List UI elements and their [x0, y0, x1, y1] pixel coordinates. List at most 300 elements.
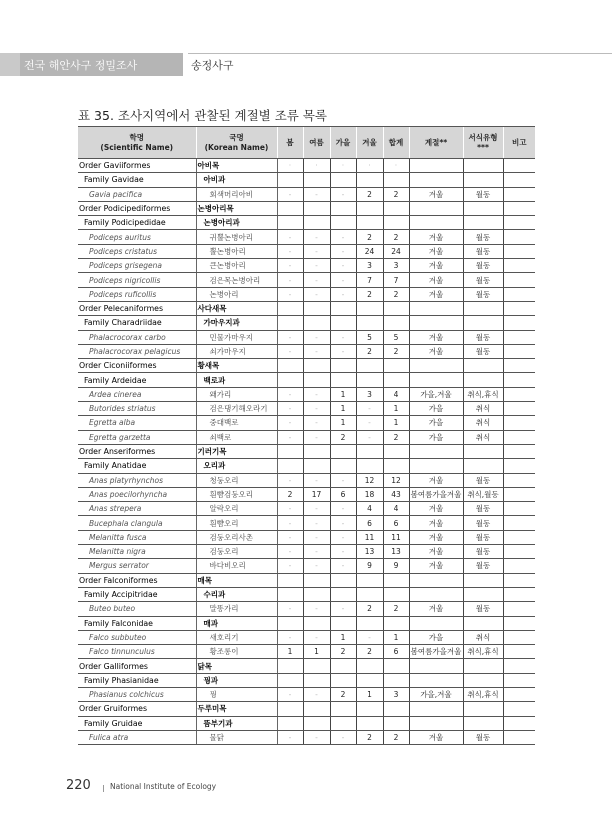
winter-cell	[356, 301, 383, 315]
korean-name-cell: 흰뺨오리	[196, 516, 277, 530]
autumn-cell	[330, 173, 356, 187]
species-row	[78, 330, 535, 344]
korean-name-cell: 매목	[196, 573, 277, 587]
scientific-name-cell: Family Falconidae	[78, 616, 196, 630]
habitat-cell	[463, 159, 503, 173]
summer-cell: -	[303, 630, 330, 644]
species-row	[78, 259, 535, 273]
note-cell	[503, 430, 535, 444]
habitat-cell: 취식,휴식	[463, 687, 503, 701]
season-cell: 가을	[409, 430, 463, 444]
winter-cell: 18	[356, 487, 383, 501]
spring-cell: -	[277, 559, 303, 573]
scientific-name-cell: Order Ciconiiformes	[78, 359, 196, 373]
summer-cell	[303, 659, 330, 673]
korean-name-cell: 뜸부기과	[196, 716, 277, 730]
scientific-name-cell: Anas platyrhynchos	[78, 473, 196, 487]
habitat-cell: 월동	[463, 244, 503, 258]
korean-name-cell: 쇠가마우지	[196, 344, 277, 358]
habitat-cell	[463, 673, 503, 687]
autumn-cell: -	[330, 473, 356, 487]
species-row	[78, 559, 535, 573]
korean-name-cell: 황조롱이	[196, 645, 277, 659]
winter-cell: 2	[356, 344, 383, 358]
season-cell: 겨울	[409, 330, 463, 344]
korean-name-cell: 뿔논병아리	[196, 244, 277, 258]
scientific-name-cell: Family Podicipedidae	[78, 216, 196, 230]
spring-cell: -	[277, 530, 303, 544]
scientific-name-cell: Melanitta fusca	[78, 530, 196, 544]
habitat-cell	[463, 373, 503, 387]
scientific-name-cell: Fulica atra	[78, 730, 196, 744]
spring-cell: -	[277, 416, 303, 430]
habitat-cell: 월동	[463, 344, 503, 358]
autumn-cell: -	[330, 287, 356, 301]
season-cell	[409, 373, 463, 387]
note-cell	[503, 173, 535, 187]
spring-cell: -	[277, 187, 303, 201]
summer-cell	[303, 673, 330, 687]
spring-cell: -	[277, 502, 303, 516]
family-row	[78, 373, 535, 387]
autumn-cell	[330, 316, 356, 330]
winter-cell: 9	[356, 559, 383, 573]
autumn-cell: -	[330, 259, 356, 273]
species-row	[78, 344, 535, 358]
autumn-cell: -	[330, 730, 356, 744]
korean-name-cell: 사다새목	[196, 301, 277, 315]
total-cell: ·	[383, 159, 409, 173]
scientific-name-cell: Family Gruidae	[78, 716, 196, 730]
total-cell	[383, 216, 409, 230]
note-cell	[503, 287, 535, 301]
spring-cell	[277, 459, 303, 473]
summer-cell: 1	[303, 645, 330, 659]
scientific-name-cell: Family Charadriidae	[78, 316, 196, 330]
scientific-name-cell: Podiceps cristatus	[78, 244, 196, 258]
summer-cell	[303, 373, 330, 387]
autumn-cell: -	[330, 559, 356, 573]
korean-name-cell: 두루미목	[196, 702, 277, 716]
winter-cell: 2	[356, 602, 383, 616]
header-spring: 봄	[277, 127, 303, 159]
family-row	[78, 616, 535, 630]
habitat-cell	[463, 301, 503, 315]
winter-cell	[356, 716, 383, 730]
spring-cell: -	[277, 273, 303, 287]
summer-cell	[303, 359, 330, 373]
korean-name-cell: 수리과	[196, 587, 277, 601]
total-cell: 6	[383, 645, 409, 659]
note-cell	[503, 630, 535, 644]
winter-cell: 2	[356, 230, 383, 244]
habitat-cell: 취식	[463, 430, 503, 444]
winter-cell	[356, 316, 383, 330]
summer-cell: -	[303, 244, 330, 258]
habitat-cell: 월동	[463, 187, 503, 201]
header-habitat: 서식유형***	[463, 127, 503, 159]
total-cell: 2	[383, 430, 409, 444]
korean-name-cell: 큰논병아리	[196, 259, 277, 273]
season-cell	[409, 616, 463, 630]
season-cell	[409, 359, 463, 373]
autumn-cell	[330, 444, 356, 458]
note-cell	[503, 473, 535, 487]
scientific-name-cell: Anas poecilorhyncha	[78, 487, 196, 501]
total-cell: 3	[383, 687, 409, 701]
scientific-name-cell: Order Anseriformes	[78, 444, 196, 458]
autumn-cell: -	[330, 545, 356, 559]
spring-cell	[277, 573, 303, 587]
season-cell: 가을	[409, 416, 463, 430]
species-row	[78, 530, 535, 544]
family-row	[78, 587, 535, 601]
korean-name-cell: 아비목	[196, 159, 277, 173]
family-row	[78, 673, 535, 687]
spring-cell	[277, 616, 303, 630]
species-row	[78, 545, 535, 559]
habitat-cell: 취식,휴식	[463, 645, 503, 659]
winter-cell: 12	[356, 473, 383, 487]
summer-cell: ·	[303, 159, 330, 173]
table-body	[78, 159, 535, 745]
season-cell: 겨울	[409, 244, 463, 258]
korean-name-cell: 흰뺨검둥오리	[196, 487, 277, 501]
winter-cell	[356, 216, 383, 230]
species-row	[78, 416, 535, 430]
total-cell: 2	[383, 187, 409, 201]
scientific-name-cell: Podiceps nigricollis	[78, 273, 196, 287]
note-cell	[503, 444, 535, 458]
winter-cell: -	[356, 430, 383, 444]
total-cell	[383, 673, 409, 687]
season-cell	[409, 159, 463, 173]
season-cell	[409, 173, 463, 187]
summer-cell	[303, 316, 330, 330]
total-cell	[383, 716, 409, 730]
spring-cell: -	[277, 402, 303, 416]
page-number: 220	[66, 778, 91, 793]
species-row	[78, 487, 535, 501]
header-label: (Korean Name)	[204, 142, 269, 152]
autumn-cell: 1	[330, 402, 356, 416]
summer-cell: -	[303, 559, 330, 573]
korean-name-cell: 바다비오리	[196, 559, 277, 573]
note-cell	[503, 730, 535, 744]
season-cell	[409, 659, 463, 673]
spring-cell: -	[277, 602, 303, 616]
habitat-cell	[463, 459, 503, 473]
spring-cell	[277, 716, 303, 730]
header-autumn: 가을	[330, 127, 356, 159]
habitat-cell: 월동	[463, 259, 503, 273]
spring-cell	[277, 216, 303, 230]
autumn-cell	[330, 616, 356, 630]
habitat-cell: 취식,휴식	[463, 387, 503, 401]
spring-cell: -	[277, 230, 303, 244]
autumn-cell	[330, 301, 356, 315]
korean-name-cell: 논병아리	[196, 287, 277, 301]
scientific-name-cell: Family Accipitridae	[78, 587, 196, 601]
summer-cell: -	[303, 344, 330, 358]
spring-cell: -	[277, 545, 303, 559]
habitat-cell: 월동	[463, 602, 503, 616]
spring-cell: ·	[277, 159, 303, 173]
total-cell: 13	[383, 545, 409, 559]
korean-name-cell: 꿩과	[196, 673, 277, 687]
spring-cell	[277, 359, 303, 373]
spring-cell	[277, 316, 303, 330]
total-cell: 9	[383, 559, 409, 573]
winter-cell	[356, 573, 383, 587]
season-cell: 겨울	[409, 559, 463, 573]
habitat-cell: 취식	[463, 630, 503, 644]
spring-cell: -	[277, 730, 303, 744]
total-cell: 2	[383, 230, 409, 244]
season-cell: 봄여름가을겨울	[409, 645, 463, 659]
season-cell: 가을,겨울	[409, 687, 463, 701]
season-cell: 겨울	[409, 230, 463, 244]
scientific-name-cell: Falco subbuteo	[78, 630, 196, 644]
scientific-name-cell: Order Falconiformes	[78, 573, 196, 587]
korean-name-cell: 검은댕기해오라기	[196, 402, 277, 416]
species-row	[78, 502, 535, 516]
species-row	[78, 473, 535, 487]
total-cell: 12	[383, 473, 409, 487]
winter-cell: -	[356, 402, 383, 416]
species-row	[78, 430, 535, 444]
korean-name-cell: 말똥가리	[196, 602, 277, 616]
spring-cell	[277, 587, 303, 601]
note-cell	[503, 487, 535, 501]
habitat-cell: 월동	[463, 530, 503, 544]
note-cell	[503, 573, 535, 587]
autumn-cell: 1	[330, 387, 356, 401]
habitat-cell: 월동	[463, 330, 503, 344]
spring-cell: -	[277, 287, 303, 301]
scientific-name-cell: Family Phasianidae	[78, 673, 196, 687]
total-cell: 43	[383, 487, 409, 501]
season-cell	[409, 301, 463, 315]
autumn-cell: -	[330, 230, 356, 244]
scientific-name-cell: Anas strepera	[78, 502, 196, 516]
spring-cell	[277, 673, 303, 687]
spring-cell: 1	[277, 645, 303, 659]
autumn-cell: ·	[330, 159, 356, 173]
species-row	[78, 230, 535, 244]
summer-cell: -	[303, 387, 330, 401]
scientific-name-cell: Family Gavidae	[78, 173, 196, 187]
habitat-cell	[463, 587, 503, 601]
spring-cell: -	[277, 344, 303, 358]
scientific-name-cell: Buteo buteo	[78, 602, 196, 616]
winter-cell	[356, 359, 383, 373]
note-cell	[503, 244, 535, 258]
header-rule	[188, 53, 612, 54]
spring-cell: -	[277, 259, 303, 273]
habitat-cell: 월동	[463, 230, 503, 244]
korean-name-cell: 기러기목	[196, 444, 277, 458]
summer-cell: -	[303, 287, 330, 301]
season-cell: 겨울	[409, 273, 463, 287]
summer-cell	[303, 573, 330, 587]
total-cell	[383, 616, 409, 630]
season-cell: 겨울	[409, 344, 463, 358]
winter-cell	[356, 616, 383, 630]
total-cell: 2	[383, 602, 409, 616]
note-cell	[503, 545, 535, 559]
korean-name-cell: 귀뿔논병아리	[196, 230, 277, 244]
summer-cell	[303, 201, 330, 215]
season-cell: 봄여름가을겨울	[409, 487, 463, 501]
korean-name-cell: 논병아리목	[196, 201, 277, 215]
spring-cell	[277, 301, 303, 315]
season-cell: 가을,겨울	[409, 387, 463, 401]
spring-cell: -	[277, 430, 303, 444]
season-cell: 가을	[409, 630, 463, 644]
order-row	[78, 159, 535, 173]
total-cell: 4	[383, 387, 409, 401]
winter-cell	[356, 373, 383, 387]
autumn-cell: -	[330, 502, 356, 516]
total-cell: 1	[383, 402, 409, 416]
summer-cell: 17	[303, 487, 330, 501]
summer-cell	[303, 587, 330, 601]
autumn-cell: -	[330, 187, 356, 201]
spring-cell	[277, 659, 303, 673]
autumn-cell	[330, 702, 356, 716]
season-cell	[409, 573, 463, 587]
season-cell: 겨울	[409, 259, 463, 273]
korean-name-cell: 오리과	[196, 459, 277, 473]
korean-name-cell: 회색머리아비	[196, 187, 277, 201]
order-row	[78, 444, 535, 458]
autumn-cell	[330, 216, 356, 230]
habitat-cell	[463, 616, 503, 630]
spring-cell	[277, 702, 303, 716]
scientific-name-cell: Gavia pacifica	[78, 187, 196, 201]
season-cell	[409, 444, 463, 458]
winter-cell: 1	[356, 687, 383, 701]
habitat-cell: 월동	[463, 559, 503, 573]
winter-cell: 11	[356, 530, 383, 544]
total-cell	[383, 573, 409, 587]
header-label: 국명	[229, 132, 244, 142]
autumn-cell: 2	[330, 687, 356, 701]
korean-name-cell: 검둥오리사촌	[196, 530, 277, 544]
footer-separator	[103, 785, 104, 792]
season-cell: 겨울	[409, 187, 463, 201]
winter-cell	[356, 673, 383, 687]
note-cell	[503, 602, 535, 616]
footer-publisher: National Institute of Ecology	[110, 782, 217, 791]
header-korean-name	[196, 127, 277, 159]
scientific-name-cell: Phalacrocorax pelagicus	[78, 344, 196, 358]
total-cell	[383, 459, 409, 473]
table-header-row	[78, 127, 535, 159]
habitat-cell: 월동	[463, 273, 503, 287]
scientific-name-cell: Order Gruiformes	[78, 702, 196, 716]
note-cell	[503, 587, 535, 601]
spring-cell: -	[277, 630, 303, 644]
note-cell	[503, 216, 535, 230]
korean-name-cell: 가마우지과	[196, 316, 277, 330]
note-cell	[503, 716, 535, 730]
spring-cell: -	[277, 330, 303, 344]
scientific-name-cell: Order Galliformes	[78, 659, 196, 673]
summer-cell: -	[303, 730, 330, 744]
species-row	[78, 516, 535, 530]
bird-species-table	[78, 126, 535, 745]
season-cell	[409, 716, 463, 730]
total-cell: 5	[383, 330, 409, 344]
summer-cell: -	[303, 416, 330, 430]
summer-cell: -	[303, 430, 330, 444]
note-cell	[503, 645, 535, 659]
family-row	[78, 216, 535, 230]
scientific-name-cell: Bucephala clangula	[78, 516, 196, 530]
scientific-name-cell: Egretta garzetta	[78, 430, 196, 444]
korean-name-cell: 알락오리	[196, 502, 277, 516]
korean-name-cell: 매과	[196, 616, 277, 630]
summer-cell	[303, 173, 330, 187]
habitat-cell	[463, 201, 503, 215]
order-row	[78, 301, 535, 315]
species-row	[78, 402, 535, 416]
habitat-cell	[463, 444, 503, 458]
habitat-cell: 취식,월동	[463, 487, 503, 501]
habitat-cell: 월동	[463, 287, 503, 301]
total-cell: 3	[383, 259, 409, 273]
scientific-name-cell: Ardea cinerea	[78, 387, 196, 401]
autumn-cell: 1	[330, 630, 356, 644]
note-cell	[503, 687, 535, 701]
total-cell	[383, 444, 409, 458]
scientific-name-cell: Egretta alba	[78, 416, 196, 430]
order-row	[78, 359, 535, 373]
winter-cell: -	[356, 416, 383, 430]
order-row	[78, 201, 535, 215]
header-note: 비고	[503, 127, 535, 159]
spring-cell: -	[277, 687, 303, 701]
habitat-cell: 월동	[463, 516, 503, 530]
header-scientific-name	[78, 127, 196, 159]
season-cell	[409, 673, 463, 687]
habitat-cell	[463, 359, 503, 373]
note-cell	[503, 316, 535, 330]
note-cell	[503, 259, 535, 273]
spring-cell	[277, 201, 303, 215]
header-section-title: 전국 해안사구 정밀조사	[24, 59, 138, 72]
total-cell: 7	[383, 273, 409, 287]
autumn-cell	[330, 659, 356, 673]
spring-cell: -	[277, 516, 303, 530]
season-cell	[409, 702, 463, 716]
scientific-name-cell: Podiceps auritus	[78, 230, 196, 244]
species-row	[78, 645, 535, 659]
autumn-cell	[330, 716, 356, 730]
note-cell	[503, 230, 535, 244]
winter-cell: 13	[356, 545, 383, 559]
habitat-cell: 취식	[463, 402, 503, 416]
note-cell	[503, 530, 535, 544]
note-cell	[503, 201, 535, 215]
spring-cell: 2	[277, 487, 303, 501]
table-title: 표 35. 조사지역에서 관찰된 계절별 조류 목록	[78, 108, 327, 123]
scientific-name-cell: Phasianus colchicus	[78, 687, 196, 701]
note-cell	[503, 373, 535, 387]
summer-cell: -	[303, 545, 330, 559]
